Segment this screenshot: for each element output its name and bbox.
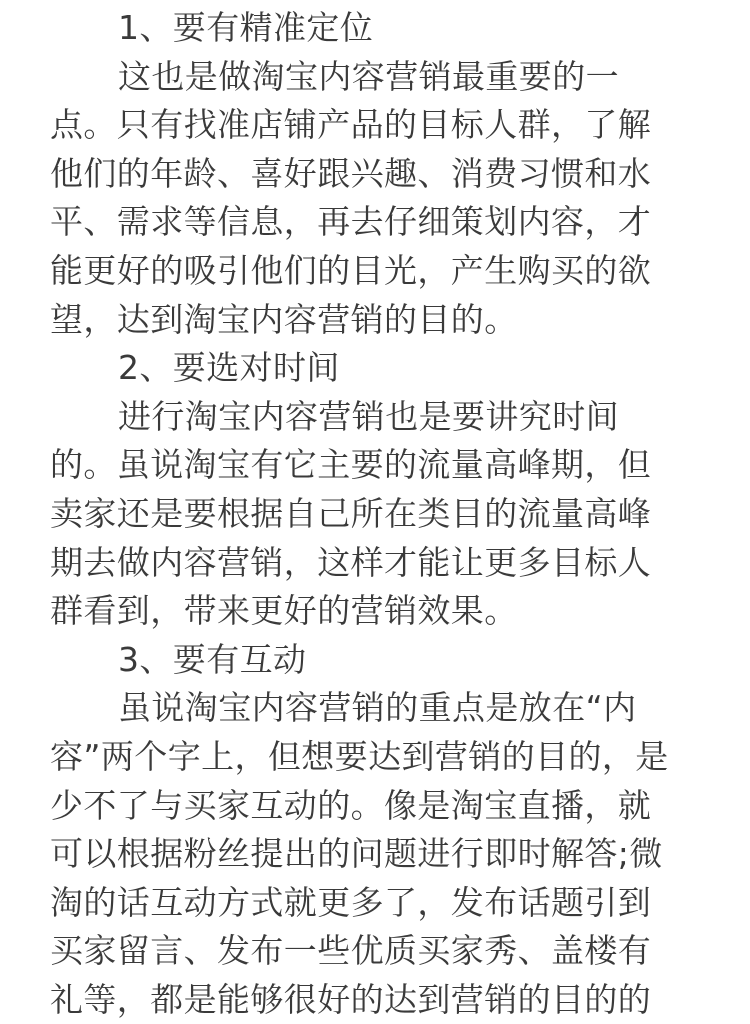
paragraph-line: 望，达到淘宝内容营销的目的。 bbox=[50, 299, 518, 339]
section-heading-2: 2、要选对时间 bbox=[118, 348, 340, 388]
paragraph-line: 进行淘宝内容营销也是要讲究时间 bbox=[118, 396, 619, 436]
section-heading-1: 1、要有精准定位 bbox=[118, 8, 374, 47]
paragraph-line: 的。虽说淘宝有它主要的流量高峰期，但 bbox=[50, 445, 652, 485]
paragraph-line: 买家留言、发布一些优质买家秀、盖楼有 bbox=[50, 931, 652, 971]
paragraph-line: 少不了与买家互动的。像是淘宝直播，就 bbox=[50, 785, 652, 825]
paragraph-line: 他们的年龄、喜好跟兴趣、消费习惯和水 bbox=[50, 153, 652, 193]
paragraph-line: 群看到，带来更好的营销效果。 bbox=[50, 591, 518, 631]
paragraph-line: 平、需求等信息，再去仔细策划内容，才 bbox=[50, 202, 652, 242]
paragraph-line: 能更好的吸引他们的目光，产生购买的欲 bbox=[50, 250, 652, 290]
paragraph-line: 点。只有找准店铺产品的目标人群，了解 bbox=[50, 105, 652, 145]
paragraph-line-cutoff: 礼等，都是能够很好的达到营销的目的的 bbox=[50, 979, 652, 1019]
paragraph-line: 虽说淘宝内容营销的重点是放在“内 bbox=[118, 688, 637, 728]
paragraph-line: 卖家还是要根据自己所在类目的流量高峰 bbox=[50, 493, 652, 533]
paragraph-line: 可以根据粉丝提出的问题进行即时解答;微 bbox=[50, 834, 663, 874]
article-body bbox=[50, 4, 710, 1024]
paragraph-line: 淘的话互动方式就更多了，发布话题引到 bbox=[50, 882, 652, 922]
paragraph-line: 这也是做淘宝内容营销最重要的一 bbox=[118, 56, 619, 96]
section-heading-3: 3、要有互动 bbox=[118, 639, 307, 679]
paragraph-line: 期去做内容营销，这样才能让更多目标人 bbox=[50, 542, 652, 582]
paragraph-line: 容”两个字上，但想要达到营销的目的，是 bbox=[50, 736, 669, 776]
